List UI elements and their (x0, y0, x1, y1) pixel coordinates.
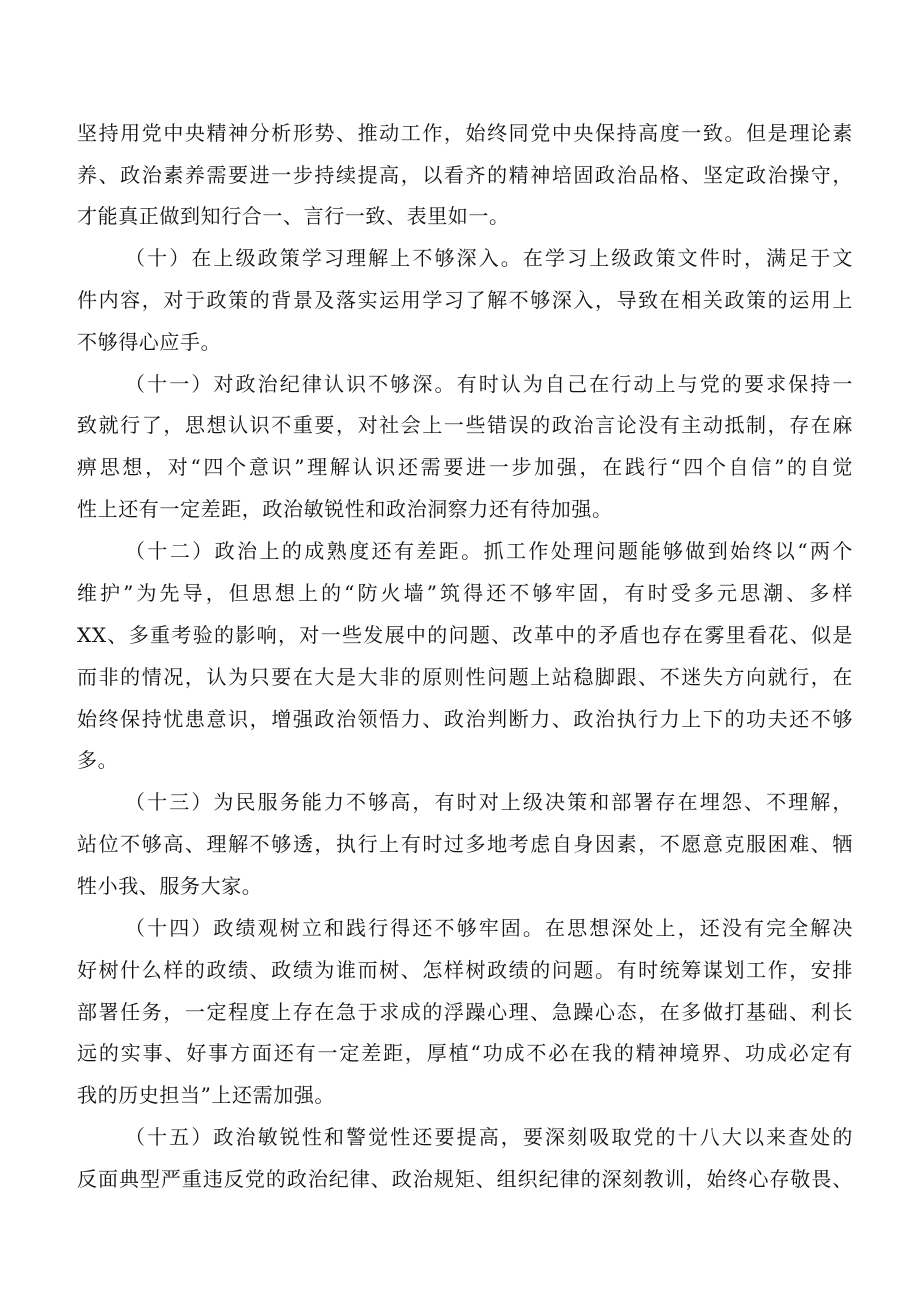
text-line: 反面典型严重违反党的政治纪律、政治规矩、组织纪律的深刻教训，始终心存敬畏、 (77, 1167, 853, 1191)
text-line: （十一）对政治纪律认识不够深。有时认为自己在行动上与党的要求保持一 (125, 372, 853, 396)
text-line: 不够得心应手。 (77, 330, 222, 354)
text-line: （十五）政治敏锐性和警觉性还要提高，要深刻吸取党的十八大以来查处的 (125, 1125, 853, 1149)
text-line: 维护”为先导，但思想上的“防火墙”筑得还不够牢固，有时受多元思潮、多样 (77, 581, 853, 605)
text-line: XX、多重考验的影响，对一些发展中的问题、改革中的矛盾也存在雾里看花、似是 (77, 623, 853, 647)
text-line: 痹思想，对“四个意识”理解认识还需要进一步加强，在践行“四个自信”的自觉 (77, 455, 853, 479)
text-line: （十二）政治上的成熟度还有差距。抓工作处理问题能够做到始终以“两个 (125, 539, 853, 563)
text-line: 而非的情况，认为只要在大是大非的原则性问题上站稳脚跟、不迷失方向就行，在 (77, 665, 853, 689)
text-line: 养、政治素养需要进一步持续提高，以看齐的精神培固政治品格、坚定政治操守， (77, 163, 853, 187)
text-line: 致就行了，思想认识不重要，对社会上一些错误的政治言论没有主动抵制，存在麻 (77, 413, 853, 437)
text-line: 多。 (77, 748, 119, 772)
text-line: 始终保持忧患意识，增强政治领悟力、政治判断力、政治执行力上下的功夫还不够 (77, 707, 853, 731)
text-line: （十三）为民服务能力不够高，有时对上级决策和部署存在埋怨、不理解， (125, 790, 853, 814)
text-line: 部署任务，一定程度上存在急于求成的浮躁心理、急躁心态，在多做打基础、利长 (77, 1000, 853, 1024)
text-line: 才能真正做到知行合一、言行一致、表里如一。 (77, 204, 510, 228)
text-line: 性上还有一定差距，政治敏锐性和政治洞察力还有待加强。 (77, 497, 613, 521)
text-line: 坚持用党中央精神分析形势、推动工作，始终同党中央保持高度一致。但是理论素 (77, 121, 853, 145)
text-line: 件内容，对于政策的背景及落实运用学习了解不够深入，导致在相关政策的运用上 (77, 288, 853, 312)
text-line: 牲小我、服务大家。 (77, 874, 263, 898)
text-line: （十）在上级政策学习理解上不够深入。在学习上级政策文件时，满足于文 (125, 246, 853, 270)
text-line: （十四）政绩观树立和践行得还不够牢固。在思想深处上，还没有完全解决 (125, 916, 853, 940)
text-line: 我的历史担当”上还需加强。 (77, 1083, 336, 1107)
text-line: 站位不够高、理解不够透，执行上有时过多地考虑自身因素，不愿意克服困难、牺 (77, 832, 853, 856)
text-line: 好树什么样的政绩、政绩为谁而树、怎样树政绩的问题。有时统筹谋划工作，安排 (77, 958, 853, 982)
text-line: 远的实事、好事方面还有一定差距，厚植“功成不必在我的精神境界、功成必定有 (77, 1041, 853, 1065)
